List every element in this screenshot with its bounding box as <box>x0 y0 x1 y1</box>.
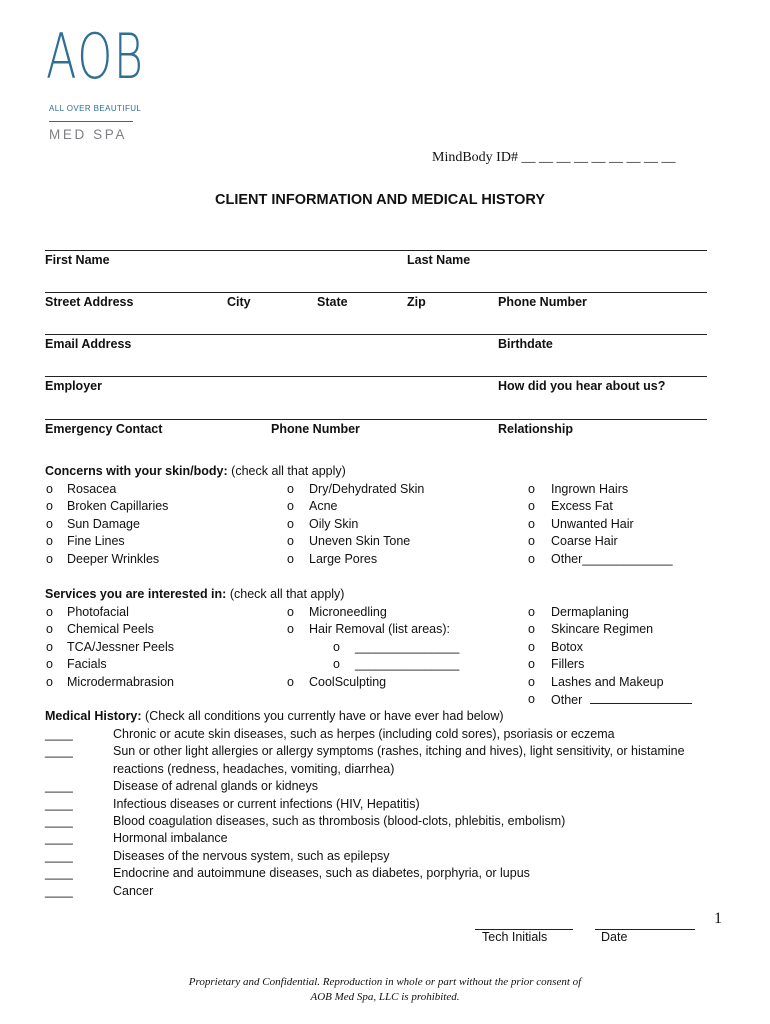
relationship-label: Relationship <box>498 422 574 436</box>
condition-check-blank[interactable]: ____ <box>45 796 73 811</box>
checkbox-bullet-icon[interactable]: o <box>46 482 53 496</box>
concern-option-label: Deeper Wrinkles <box>67 551 160 566</box>
service-option-label: TCA/Jessner Peels <box>67 639 174 654</box>
checkbox-bullet-icon[interactable]: o <box>46 605 53 619</box>
checkbox-bullet-icon[interactable]: o <box>287 605 294 619</box>
condition-label: Hormonal imbalance <box>113 831 228 846</box>
first-name-label: First Name <box>45 253 110 267</box>
checkbox-bullet-icon[interactable]: o <box>287 674 294 689</box>
checkbox-bullet-icon[interactable]: o <box>333 639 340 654</box>
emergency-phone-label: Phone Number <box>271 422 360 436</box>
condition-label: Cancer <box>113 883 154 898</box>
mindbody-label: MindBody ID# <box>432 150 518 165</box>
logo-tagline: ALL OVER BEAUTIFUL <box>49 104 142 113</box>
checkbox-bullet-icon[interactable]: o <box>528 639 535 654</box>
condition-label: Infectious diseases or current infections (HIV, Hepatitis) <box>113 796 420 811</box>
logo-divider <box>49 121 133 122</box>
condition-check-blank[interactable]: ____ <box>45 848 73 863</box>
birthdate-label: Birthdate <box>498 337 553 351</box>
other-blank[interactable] <box>590 692 692 704</box>
checkbox-bullet-icon[interactable]: o <box>46 657 53 672</box>
service-option-label: Lashes and Makeup <box>551 674 664 689</box>
concerns-heading: Concerns with your skin/body: (check all that apply) <box>45 464 346 478</box>
concern-option-label: Dry/Dehydrated Skin <box>309 482 425 496</box>
service-option-label: CoolSculpting <box>309 674 387 689</box>
checkbox-bullet-icon[interactable]: o <box>333 657 340 672</box>
checkbox-bullet-icon[interactable]: o <box>528 622 535 637</box>
checkbox-bullet-icon[interactable]: o <box>528 657 535 672</box>
email-line[interactable] <box>45 334 707 335</box>
concern-option-label: Fine Lines <box>67 534 125 549</box>
date-label: Date <box>601 930 628 944</box>
checkbox-bullet-icon[interactable]: o <box>528 692 535 706</box>
service-option-label: Botox <box>551 639 583 654</box>
condition-label: Sun or other light allergies or allergy symptoms (rashes, itching and hives), light sensitivity, or histamine <box>113 744 685 759</box>
condition-label: Disease of adrenal glands or kidneys <box>113 779 318 794</box>
concern-option-label: Coarse Hair <box>551 534 618 549</box>
concern-option-label: Unwanted Hair <box>551 516 634 531</box>
condition-check-blank[interactable]: ____ <box>45 744 73 759</box>
service-option-label: Microdermabrasion <box>67 674 174 689</box>
emergency-contact-label: Emergency Contact <box>45 422 163 436</box>
address-line[interactable] <box>45 292 707 293</box>
checkbox-bullet-icon[interactable]: o <box>528 605 535 619</box>
checkbox-bullet-icon[interactable]: o <box>46 551 53 566</box>
checkbox-bullet-icon[interactable]: o <box>287 516 294 531</box>
services-heading: Services you are interested in: (check all that apply) <box>45 587 345 601</box>
concern-option-label: Other_____________ <box>551 551 673 566</box>
concern-option-label: Excess Fat <box>551 499 613 514</box>
concern-option-label: Rosacea <box>67 482 117 496</box>
zip-label: Zip <box>407 295 426 309</box>
checkbox-bullet-icon[interactable]: o <box>528 534 535 549</box>
condition-check-blank[interactable]: ____ <box>45 866 73 881</box>
checkbox-bullet-icon[interactable]: o <box>46 674 53 689</box>
name-line[interactable] <box>45 250 707 251</box>
state-label: State <box>317 295 348 309</box>
service-option-label: Facials <box>67 657 107 672</box>
condition-check-blank[interactable]: ____ <box>45 814 73 828</box>
service-option-label: Other <box>551 692 692 707</box>
checkbox-bullet-icon[interactable]: o <box>287 534 294 549</box>
footer-line-1: Proprietary and Confidential. Reproduction in whole or part without the prior consent of <box>188 976 582 988</box>
how-hear-label: How did you hear about us? <box>498 379 666 393</box>
service-option-label: Chemical Peels <box>67 622 154 637</box>
concern-option-label: Sun Damage <box>67 516 140 531</box>
mindbody-id[interactable] <box>432 150 675 166</box>
tech-initials-label: Tech Initials <box>482 930 548 944</box>
checkbox-bullet-icon[interactable]: o <box>287 622 294 637</box>
employer-line[interactable] <box>45 376 707 377</box>
checkbox-bullet-icon[interactable]: o <box>287 551 294 566</box>
service-option-label: _______________ <box>355 639 460 654</box>
checkbox-bullet-icon[interactable]: o <box>46 534 53 549</box>
condition-check-blank[interactable]: ____ <box>45 727 73 741</box>
condition-label: reactions (redness, headaches, vomiting, diarrhea) <box>113 761 395 776</box>
concern-option-label: Broken Capillaries <box>67 499 169 514</box>
checkbox-bullet-icon[interactable]: o <box>287 499 294 514</box>
service-option-label: Skincare Regimen <box>551 622 654 637</box>
condition-label: Diseases of the nervous system, such as epilepsy <box>113 848 390 863</box>
medical-heading: Medical History: (Check all conditions you currently have or have ever had below) <box>45 709 504 723</box>
condition-label: Endocrine and autoimmune diseases, such as diabetes, porphyria, or lupus <box>113 866 530 881</box>
checkbox-bullet-icon[interactable]: o <box>46 639 53 654</box>
phone-number-label: Phone Number <box>498 295 587 309</box>
checkbox-bullet-icon[interactable]: o <box>528 516 535 531</box>
concern-option-label: Uneven Skin Tone <box>309 534 411 549</box>
concern-option-label: Oily Skin <box>309 516 359 531</box>
concern-option-label: Ingrown Hairs <box>551 482 629 496</box>
checkbox-bullet-icon[interactable]: o <box>46 499 53 514</box>
service-option-label: _______________ <box>355 657 460 672</box>
checkbox-bullet-icon[interactable]: o <box>46 516 53 531</box>
page-number: 1 <box>714 910 722 927</box>
service-option-label: Photofacial <box>67 605 129 619</box>
street-address-label: Street Address <box>45 295 134 309</box>
condition-check-blank[interactable]: ____ <box>45 883 73 898</box>
logo-subtitle: MED SPA <box>49 127 127 142</box>
checkbox-bullet-icon[interactable]: o <box>528 551 535 566</box>
logo-letters: AOB <box>46 20 145 93</box>
concern-option-label: Acne <box>309 499 338 514</box>
employer-label: Employer <box>45 379 102 393</box>
service-option-label: Fillers <box>551 657 585 672</box>
city-label: City <box>227 295 251 309</box>
checkbox-bullet-icon[interactable]: o <box>46 622 53 637</box>
footer-line-2: AOB Med Spa, LLC is prohibited. <box>310 991 460 1003</box>
service-option-label: Hair Removal (list areas): <box>309 622 451 637</box>
checkbox-bullet-icon[interactable]: o <box>287 482 294 496</box>
checkbox-bullet-icon[interactable]: o <box>528 674 535 689</box>
condition-check-blank[interactable]: ____ <box>45 779 73 794</box>
concern-option-label: Large Pores <box>309 551 378 566</box>
condition-check-blank[interactable]: ____ <box>45 831 73 846</box>
email-label: Email Address <box>45 337 132 351</box>
service-option-label: Microneedling <box>309 605 387 619</box>
checkbox-bullet-icon[interactable]: o <box>528 482 535 496</box>
page-title: CLIENT INFORMATION AND MEDICAL HISTORY <box>215 192 546 208</box>
condition-label: Blood coagulation diseases, such as thrombosis (blood-clots, phlebitis, embolism) <box>113 814 566 828</box>
emergency-line[interactable] <box>45 419 707 420</box>
service-option-label: Dermaplaning <box>551 605 629 619</box>
checkbox-bullet-icon[interactable]: o <box>528 499 535 514</box>
mindbody-blanks: __ __ __ __ __ __ __ __ __ <box>521 150 676 165</box>
last-name-label: Last Name <box>407 253 471 267</box>
condition-label: Chronic or acute skin diseases, such as herpes (including cold sores), psoriasis or eczema <box>113 727 615 741</box>
